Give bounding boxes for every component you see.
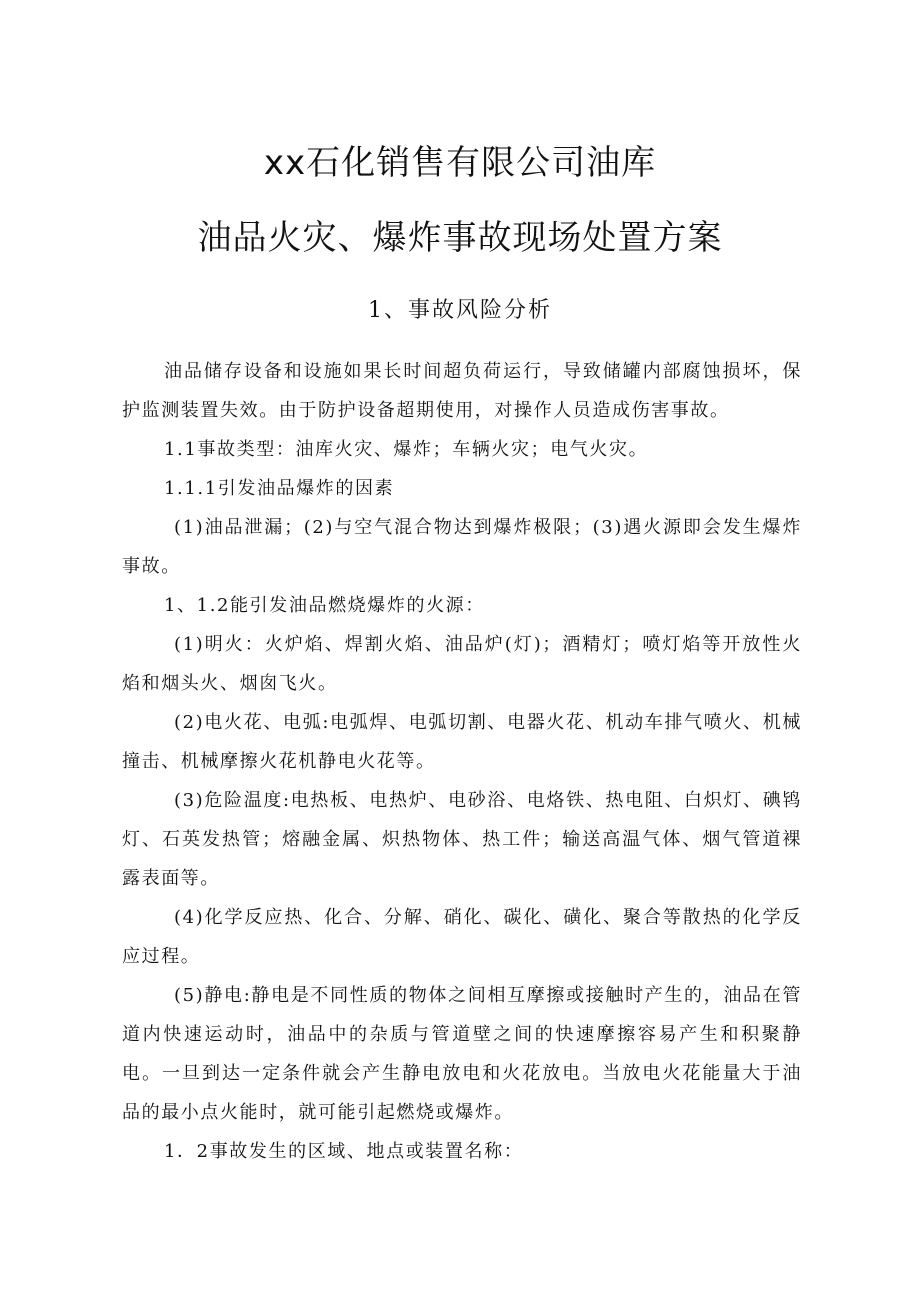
paragraph-static-electricity: (5)静电:静电是不同性质的物体之间相互摩擦或接触时产生的，油品在管道内快速运动时，油品中的杂质与管道壁之间的快速摩擦容易产生和积聚静电。一旦到达一定条件就会产生静电放电和火花放电。当放电火花能量大于油品的最小点火能时，就可能引起燃烧或爆炸。	[122, 985, 802, 1123]
paragraph-risk-intro: 油品储存设备和设施如果长时间超负荷运行，导致储罐内部腐蚀损坏，保护监测装置失效。由于防护设备超期使用，对操作人员造成伤害事故。	[122, 361, 802, 421]
document-body	[122, 352, 802, 1171]
paragraph-chemical-reaction: (4)化学反应热、化合、分解、硝化、碳化、磺化、聚合等散热的化学反应过程。	[122, 907, 802, 967]
paragraph-electric-spark: (2)电火花、电弧:电弧焊、电弧切割、电器火花、机动车排气喷火、机械撞击、机械摩擦火花机静电火花等。	[122, 712, 802, 772]
document-title-line1: xx石化销售有限公司油库	[263, 143, 657, 183]
paragraph-open-flame: (1)明火：火炉焰、焊割火焰、油品炉(灯)；酒精灯；喷灯焰等开放性火焰和烟头火、烟囱飞火。	[122, 634, 802, 694]
paragraph-explosion-factors-heading: 1.1.1引发油品爆炸的因素	[164, 478, 395, 499]
paragraph-accident-location: 1．2事故发生的区域、地点或装置名称：	[164, 1141, 524, 1162]
paragraph-dangerous-temperature: (3)危险温度:电热板、电热炉、电砂浴、电烙铁、热电阻、白炽灯、碘鸨灯、石英发热管；熔融金属、炽热物体、热工件；输送高温气体、烟气管道裸露表面等。	[122, 790, 802, 889]
section-heading: 1、事故风险分析	[368, 298, 552, 323]
paragraph-ignition-sources-heading: 1、1.2能引发油品燃烧爆炸的火源：	[164, 595, 485, 616]
document-title-line2: 油品火灾、爆炸事故现场处置方案	[197, 218, 723, 258]
paragraph-accident-types: 1.1事故类型：油库火灾、爆炸；车辆火灾；电气火灾。	[164, 439, 649, 460]
paragraph-explosion-factors: (1)油品泄漏；(2)与空气混合物达到爆炸极限；(3)遇火源即会发生爆炸事故。	[122, 517, 802, 577]
